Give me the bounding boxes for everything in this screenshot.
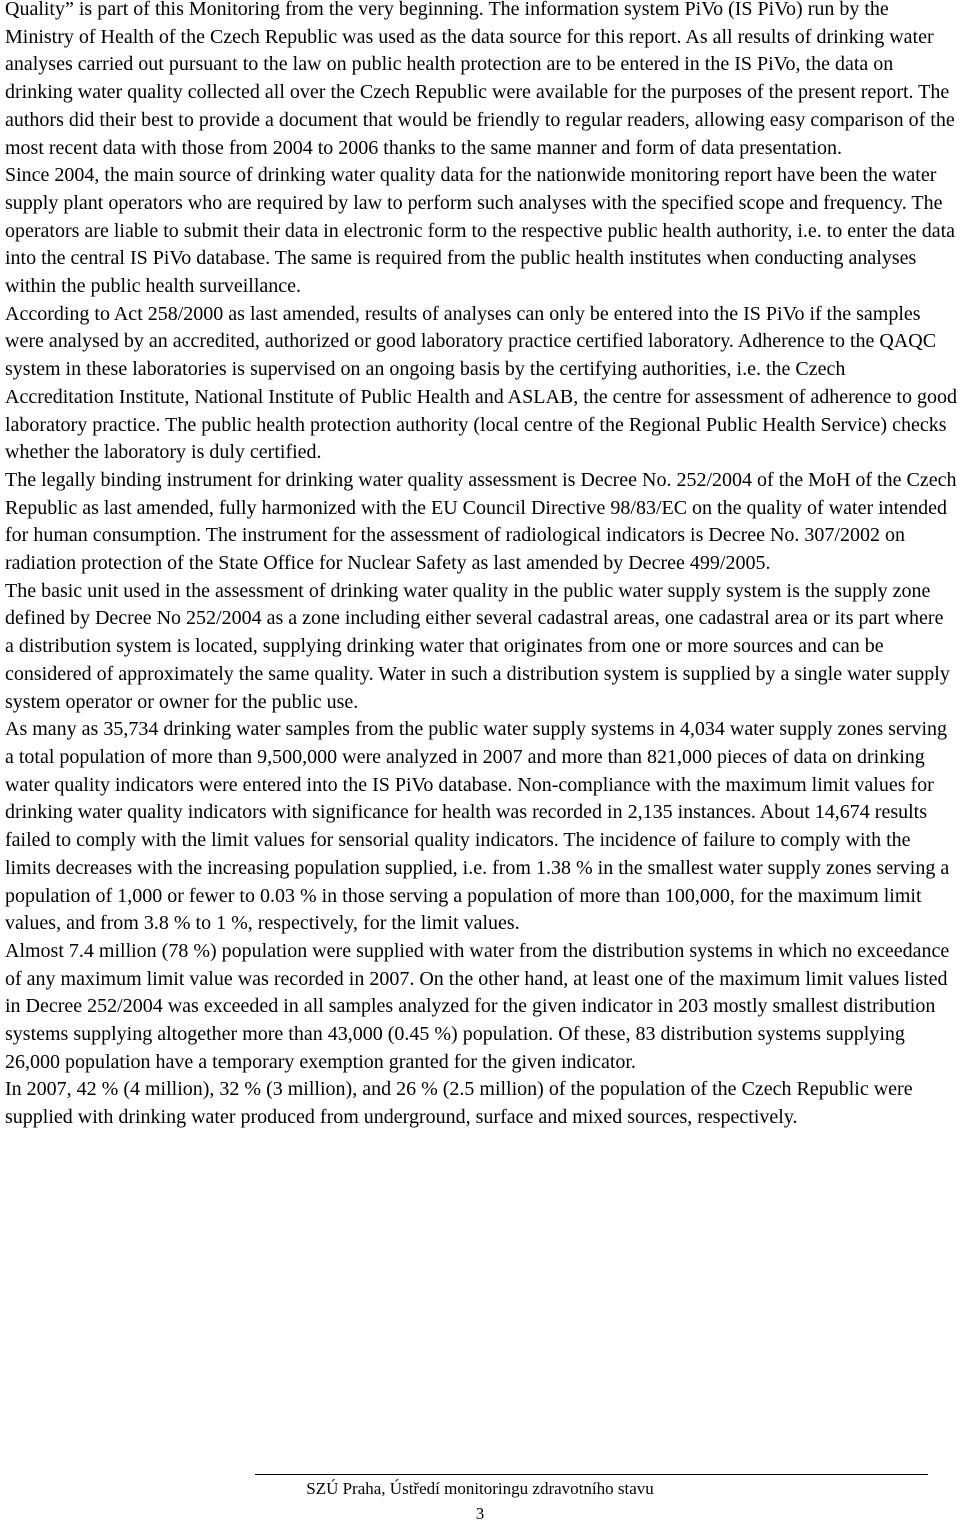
body-text (5, 0, 957, 1132)
paragraph-population-compliance: Almost 7.4 million (78 %) population were supplied with water from the distribution systems in which no exceedance of any maximum limit value was recorded in 2007. On the other hand, at least one of the maximum limit values listed in Decree 252/2004 was exceeded in all samples analyzed for the given indicator in 203 mostly smallest distribution systems supplying altogether more than 43,000 (0.45 %) population. Of these, 83 distribution systems supplying 26,000 population have a temporary exemption granted for the given indicator. (5, 939, 950, 1073)
document-page (5, 0, 957, 1132)
page-number: 3 (475, 1504, 485, 1523)
paragraph-main-source: Since 2004, the main source of drinking water quality data for the nationwide monitoring report have been the water supply plant operators who are required by law to perform such analyses with the specified scope and frequency. The operators are liable to submit their data in electronic form to the respective public health authority, i.e. to enter the data into the central IS PiVo database. The same is required from the public health institutes when conducting analyses within the public health surveillance. (5, 164, 956, 298)
paragraph-water-sources: In 2007, 42 % (4 million), 32 % (3 million), and 26 % (2.5 million) of the population of the Czech Republic were supplied with drinking water produced from underground, surface and mixed sources, respectively. (5, 1078, 913, 1129)
paragraph-accreditation: According to Act 258/2000 as last amended, results of analyses can only be entered into the IS PiVo if the samples were analysed by an accredited, authorized or good laboratory practice certified laboratory. Adherence to the QAQC system in these laboratories is supervised on an ongoing basis by the certifying authorities, i.e. the Czech Accreditation Institute, National Institute of Public Health and ASLAB, the centre for assessment of adherence to good laboratory practice. The public health protection authority (local centre of the Regional Public Health Service) checks whether the laboratory is duly certified. (5, 302, 957, 464)
paragraph-data-sources: Quality” is part of this Monitoring from the very beginning. The information system PiVo (IS PiVo) run by the Ministry of Health of the Czech Republic was used as the data source for this report. As all results of drinking water analyses carried out pursuant to the law on public health protection are to be entered in the IS PiVo, the data on drinking water quality collected all over the Czech Republic were available for the purposes of the present report. The authors did their best to provide a document that would be friendly to regular readers, allowing easy comparison of the most recent data with those from 2004 to 2006 thanks to the same manner and form of data presentation. (5, 0, 955, 159)
paragraph-legal-instrument: The legally binding instrument for drinking water quality assessment is Decree No. 252/2004 of the MoH of the Czech Republic as last amended, fully harmonized with the EU Council Directive 98/83/EC on the quality of water intended for human consumption. The instrument for the assessment of radiological indicators is Decree No. 307/2002 on radiation protection of the State Office for Nuclear Safety as last amended by Decree 499/2005. (5, 468, 957, 575)
paragraph-supply-zone: The basic unit used in the assessment of drinking water quality in the public water supply system is the supply zone defined by Decree No 252/2004 as a zone including either several cadastral areas, one cadastral area or its part where a distribution system is located, supplying drinking water that originates from one or more sources and can be considered of approximately the same quality. Water in such a distribution system is supplied by a single water supply system operator or owner for the public use. (5, 579, 950, 713)
footer-divider (255, 1474, 928, 1475)
footer-institute-name: SZÚ Praha, Ústředí monitoringu zdravotního stavu (306, 1479, 654, 1498)
paragraph-sample-statistics: As many as 35,734 drinking water samples from the public water supply systems in 4,034 water supply zones serving a total population of more than 9,500,000 were analyzed in 2007 and more than 821,000 pieces of data on drinking water quality indicators were entered into the IS PiVo database. Non-compliance with the maximum limit values for drinking water quality indicators with significance for health was recorded in 2,135 instances. About 14,674 results failed to comply with the limit values for sensorial quality indicators. The incidence of failure to comply with the limits decreases with the increasing population supplied, i.e. from 1.38 % in the smallest water supply zones serving a population of 1,000 or fewer to 0.03 % in those serving a population of more than 100,000, for the maximum limit values, and from 3.8 % to 1 %, respectively, for the limit values. (5, 718, 950, 935)
